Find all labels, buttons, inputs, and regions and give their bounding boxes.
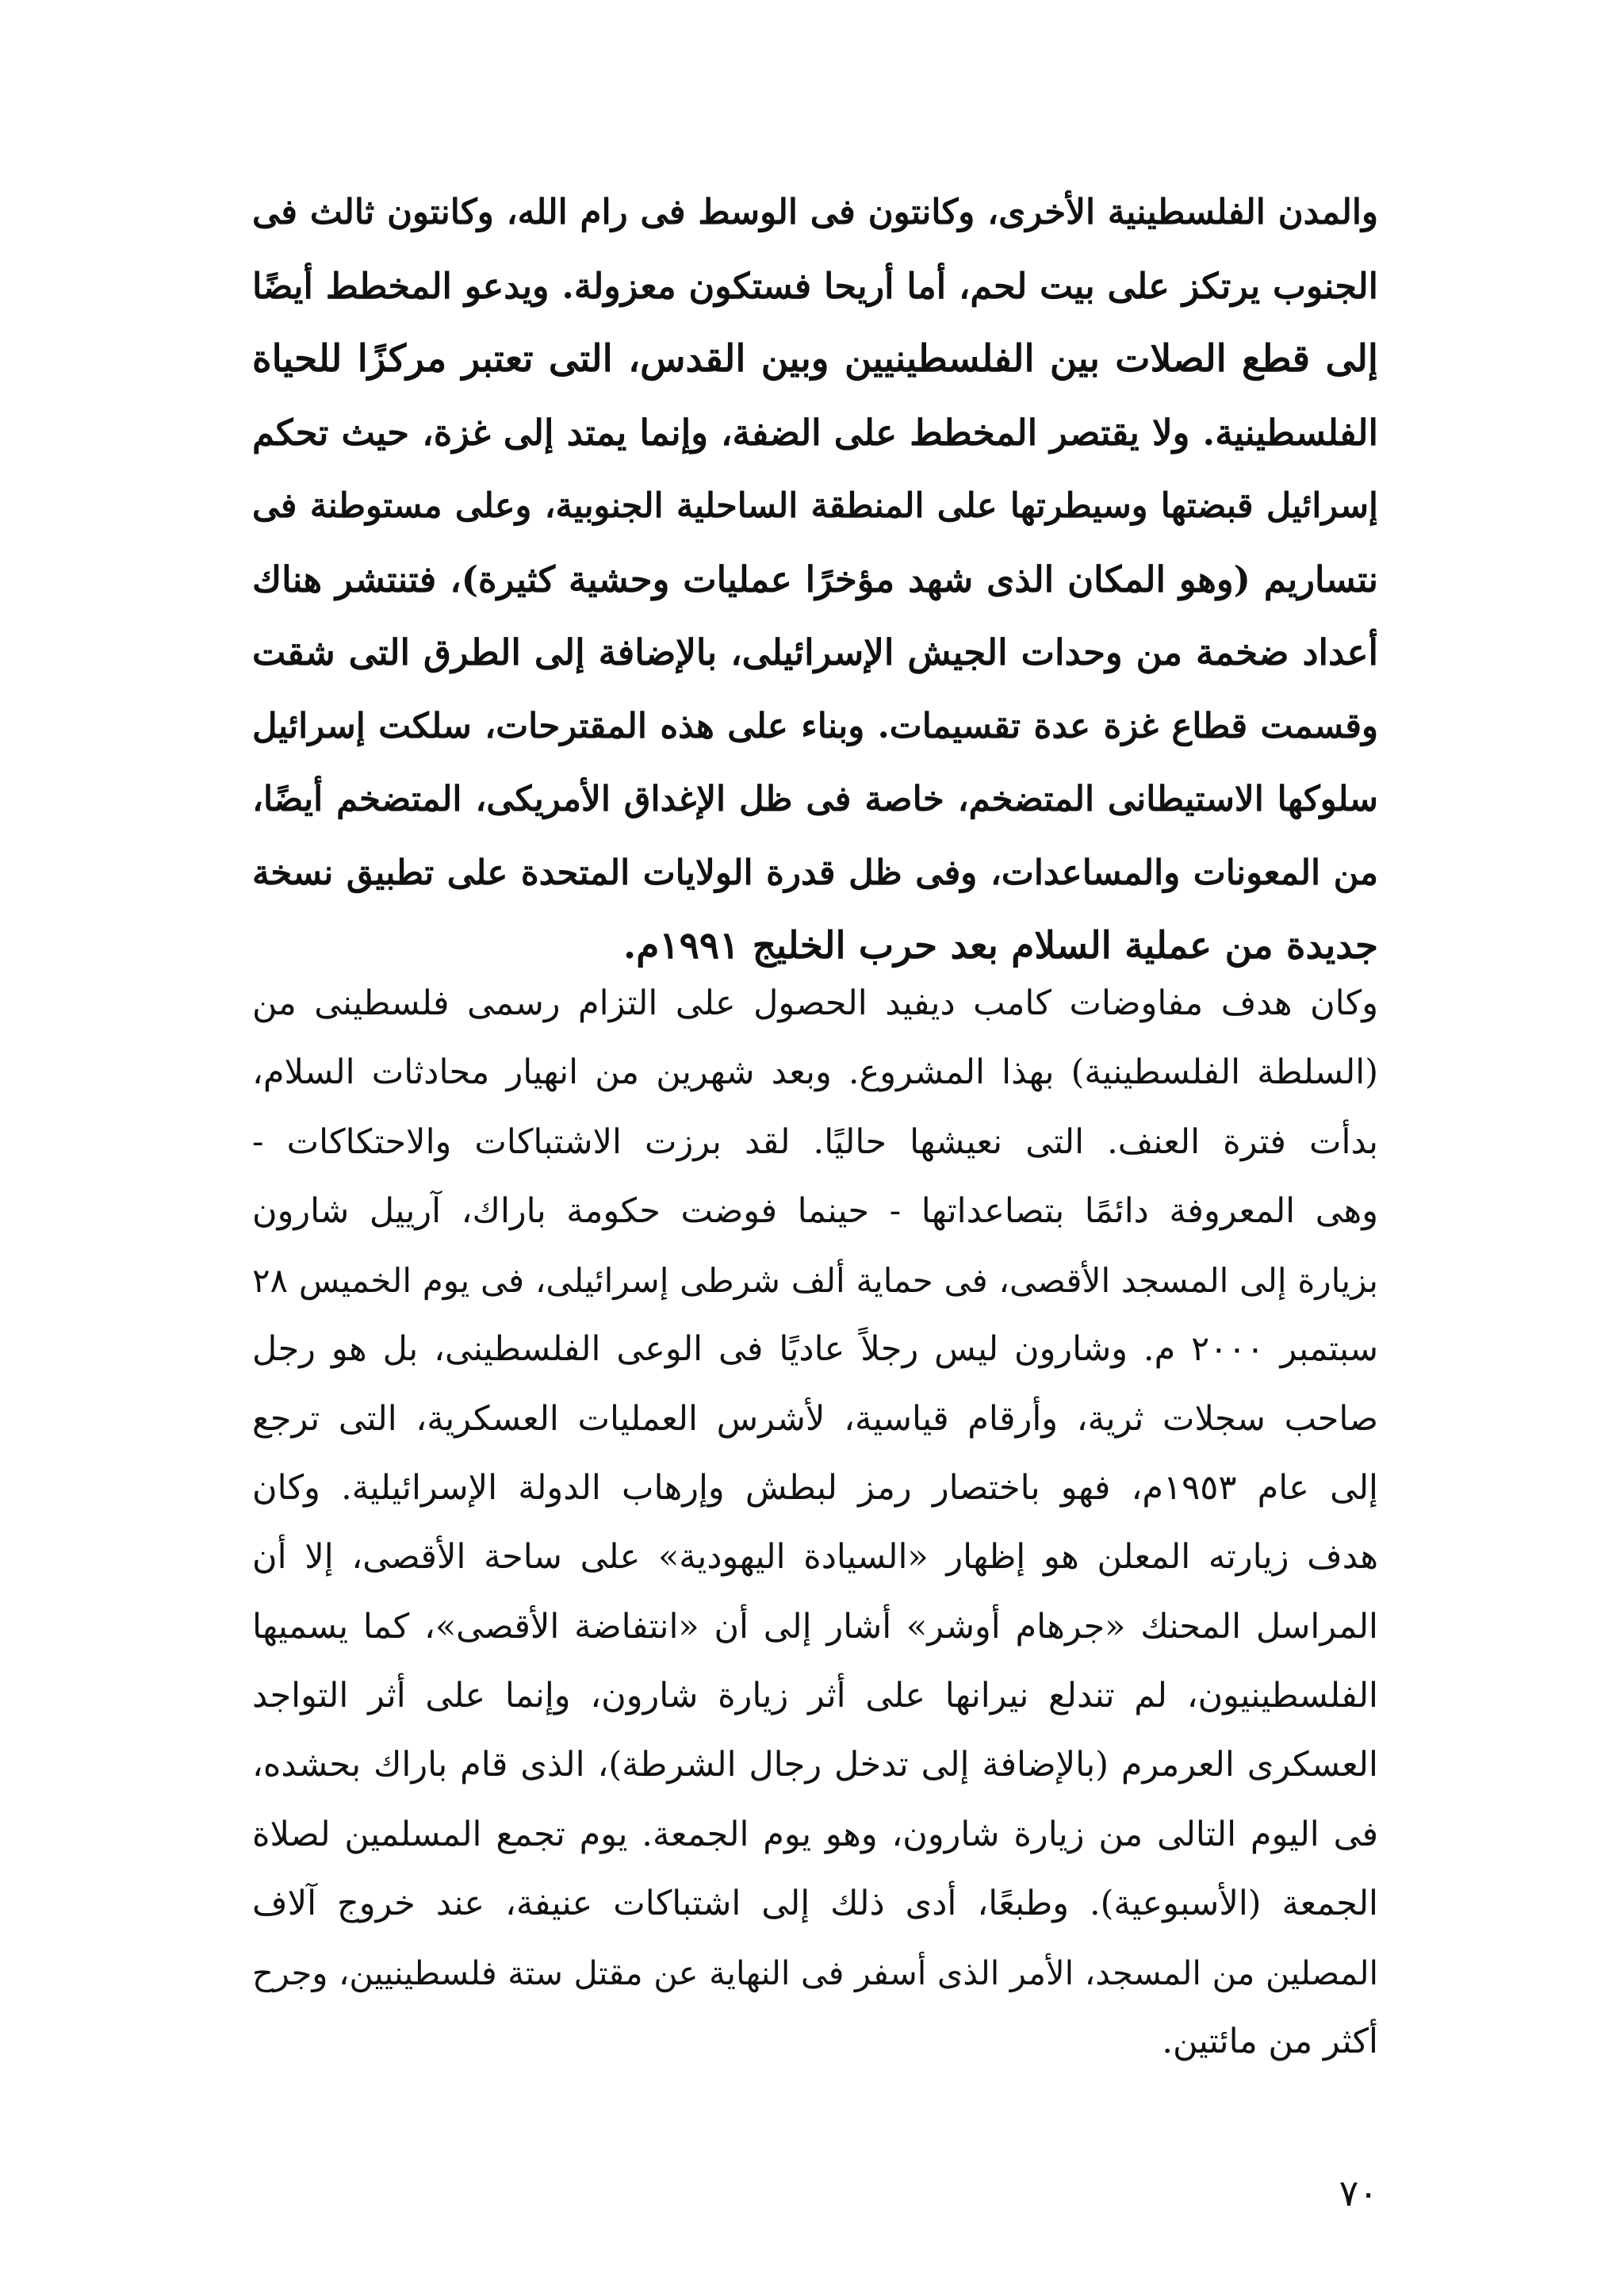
text-line: المصلين من المسجد، الأمر الذى أسفر فى النهاية عن مقتل ستة فلسطينيين، وجرح (252, 1953, 1378, 1993)
text-line: وكان هدف مفاوضات كامب ديفيد الحصول على التزام رسمى فلسطينى من (252, 983, 1378, 1023)
text-line: فى اليوم التالى من زيارة شارون، وهو يوم الجمعة. يوم تجمع المسلمين لصلاة (252, 1814, 1378, 1854)
text-line: أكثر من مائتين. (1162, 2022, 1378, 2062)
text-line: إسرائيل قبضتها وسيطرتها على المنطقة الساحلية الجنوبية، وعلى مستوطنة فى (252, 486, 1378, 526)
text-line: الفلسطينية. ولا يقتصر المخطط على الضفة، وإنما يمتد إلى غزة، حيث تحكم (252, 411, 1378, 454)
text-line: العسكرى العرمرم (بالإضافة إلى تدخل رجال الشرطة)، الذى قام باراك بحشده، (252, 1745, 1378, 1785)
text-line: الفلسطينيون، لم تندلع نيرانها على أثر زيارة شارون، وإنما على أثر التواجد (252, 1675, 1378, 1716)
text-line: إلى عام ١٩٥٣م، فهو باختصار رمز لبطش وإرهاب الدولة الإسرائيلية. وكان (252, 1468, 1378, 1509)
text-line: جديدة من عملية السلام بعد حرب الخليج ١٩٩١م. (622, 924, 1378, 968)
text-line: المراسل المحنك «جرهام أوشر» أشار إلى أن «انتفاضة الأقصى»، كما يسميها (252, 1606, 1378, 1647)
text-line: بدأت فترة العنف. التى نعيشها حاليًا. لقد برزت الاشتباكات والاحتكاكات - (252, 1121, 1378, 1162)
text-line: وقسمت قطاع غزة عدة تقسيمات. وبناء على هذه المقترحات، سلكت إسرائيل (252, 705, 1378, 746)
text-line: أعداد ضخمة من وحدات الجيش الإسرائيلى، بالإضافة إلى الطرق التى شقت (252, 631, 1378, 673)
text-line: بزيارة إلى المسجد الأقصى، فى حماية ألف شرطى إسرائيلى، فى يوم الخميس ٢٨ (252, 1261, 1378, 1301)
text-line: (السلطة الفلسطينية) بهذا المشروع. وبعد شهرين من انهيار محادثات السلام، (252, 1052, 1378, 1093)
text-line: من المعونات والمساعدات، وفى ظل قدرة الولايات المتحدة على تطبيق نسخة (252, 852, 1378, 893)
text-line: وهى المعروفة دائمًا بتصاعداتها - حينما فوضت حكومة باراك، آرييل شارون (252, 1190, 1378, 1231)
text-line: والمدن الفلسطينية الأخرى، وكانتون فى الوسط فى رام الله، وكانتون ثالث فى (252, 192, 1378, 232)
text-line: سبتمبر ٢٠٠٠ م. وشارون ليس رجلاً عاديًا فى الوعى الفلسطينى، بل هو رجل (252, 1329, 1378, 1370)
page-number: ٧٠ (1339, 2172, 1378, 2214)
body-paragraph (252, 969, 1378, 2077)
text-line: هدف زيارته المعلن هو إظهار «السيادة اليهودية» على ساحة الأقصى، إلا أن (252, 1537, 1378, 1578)
text-line: سلوكها الاستيطانى المتضخم، خاصة فى ظل الإغداق الأمريكى، المتضخم أيضًا، (252, 779, 1378, 819)
text-line: الجمعة (الأسبوعية). وطبعًا، أدى ذلك إلى اشتباكات عنيفة، عند خروج آلاف (252, 1883, 1378, 1923)
text-line: الجنوب يرتكز على بيت لحم، أما أريحا فستكون معزولة. ويدعو المخطط أيضًا (252, 265, 1378, 307)
text-line: نتساريم (وهو المكان الذى شهد مؤخرًا عمليات وحشية كثيرة)، فتنتشر هناك (252, 558, 1378, 600)
bold-paragraph (252, 176, 1378, 983)
text-line: صاحب سجلات ثرية، وأرقام قياسية، لأشرس العمليات العسكرية، التى ترجع (252, 1398, 1378, 1439)
text-line: إلى قطع الصلات بين الفلسطينيين وبين القدس، التى تعتبر مركزًا للحياة (252, 337, 1378, 381)
